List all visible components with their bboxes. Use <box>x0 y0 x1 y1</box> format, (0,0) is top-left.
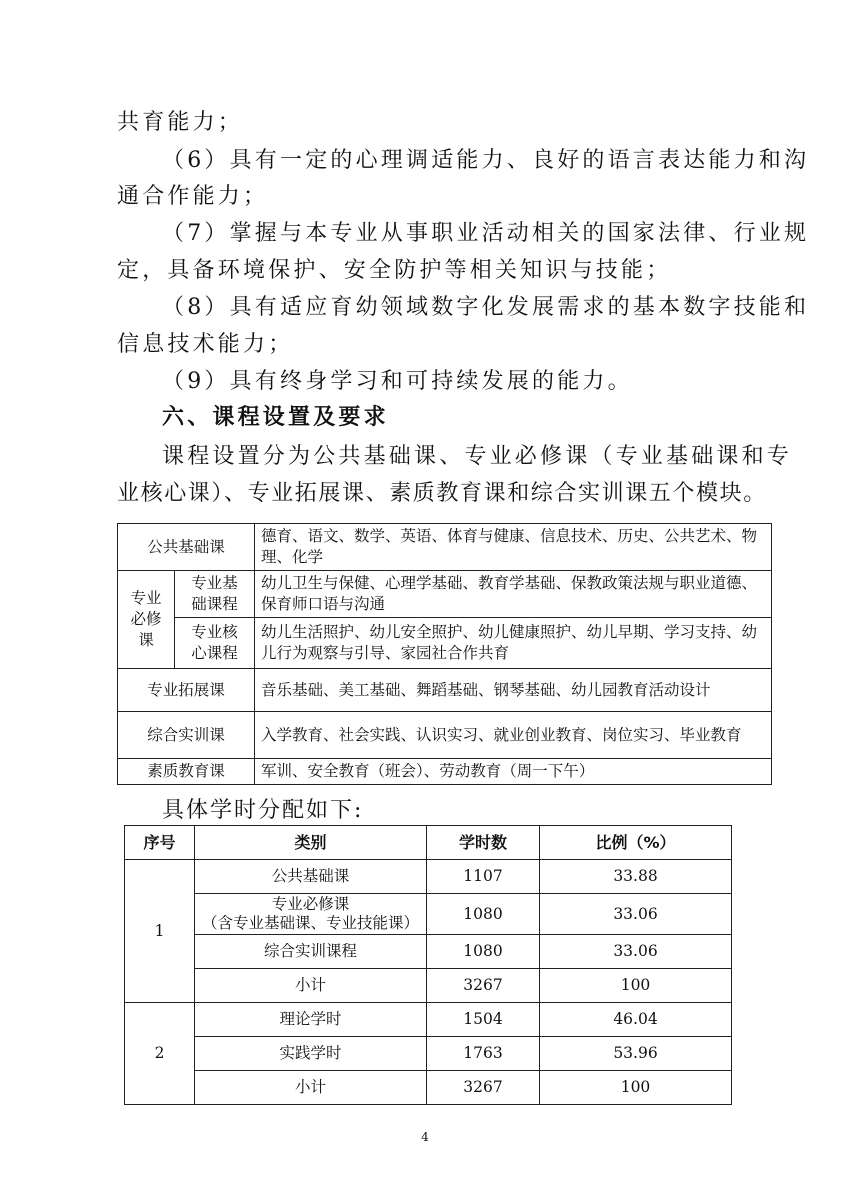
ratio-cell: 100 <box>540 969 732 1003</box>
table-row <box>125 1003 732 1037</box>
quality-course-content: 军训、安全教育（班会）、劳动教育（周一下午） <box>255 759 772 785</box>
hours-table <box>124 825 732 1105</box>
ratio-cell: 53.96 <box>540 1037 732 1071</box>
category-cell: 小计 <box>195 1071 427 1105</box>
required-course-label: 专业必修课 <box>118 571 175 669</box>
table-row <box>125 969 732 1003</box>
practice-course-label: 综合实训课 <box>118 712 255 759</box>
paragraph-line: （8）具有适应育幼领域数字化发展需求的基本数字技能和 <box>162 295 810 320</box>
practice-course-content: 入学教育、社会实践、认识实习、就业创业教育、岗位实习、毕业教育 <box>255 712 772 759</box>
public-course-content: 德育、语文、数学、英语、体育与健康、信息技术、历史、公共艺术、物理、化学 <box>255 524 772 571</box>
header-ratio: 比例（%） <box>540 826 732 860</box>
header-hours: 学时数 <box>427 826 540 860</box>
extension-course-label: 专业拓展课 <box>118 669 255 712</box>
paragraph-line: （6）具有一定的心理调适能力、良好的语言表达能力和沟 <box>162 148 810 173</box>
table-row <box>125 935 732 969</box>
extension-course-content: 音乐基础、美工基础、舞蹈基础、钢琴基础、幼儿园教育活动设计 <box>255 669 772 712</box>
category-cell: 综合实训课程 <box>195 935 427 969</box>
intro-line: 课程设置分为公共基础课、专业必修课（专业基础课和专 <box>162 444 793 469</box>
table-row <box>125 1037 732 1071</box>
paragraph-line: 定，具备环境保护、安全防护等相关知识与技能； <box>117 258 672 283</box>
paragraph-line: （9）具有终身学习和可持续发展的能力。 <box>162 369 633 394</box>
category-cell: 实践学时 <box>195 1037 427 1071</box>
paragraph-line: 共育能力； <box>117 110 244 135</box>
hours-cell: 3267 <box>427 969 540 1003</box>
ratio-cell: 33.06 <box>540 894 732 935</box>
basic-course-content: 幼儿卫生与保健、心理学基础、教育学基础、保教政策法规与职业道德、保育师口语与沟通 <box>255 571 772 618</box>
hours-caption: 具体学时分配如下: <box>162 798 364 823</box>
hours-cell: 1080 <box>427 935 540 969</box>
hours-cell: 1763 <box>427 1037 540 1071</box>
basic-course-label: 专业基础课程 <box>175 571 255 618</box>
category-subline: （含专业基础课、专业技能课） <box>201 914 419 932</box>
core-course-content: 幼儿生活照护、幼儿安全照护、幼儿健康照护、幼儿早期、学习支持、幼儿行为观察与引导、家园社合作共育 <box>255 618 772 669</box>
ratio-cell: 100 <box>540 1071 732 1105</box>
hours-cell: 1080 <box>427 894 540 935</box>
group-number: 1 <box>125 860 195 1003</box>
ratio-cell: 33.06 <box>540 935 732 969</box>
header-no: 序号 <box>125 826 195 860</box>
course-structure-table <box>117 523 772 785</box>
ratio-cell: 33.88 <box>540 860 732 894</box>
category-cell: 理论学时 <box>195 1003 427 1037</box>
hours-cell: 1504 <box>427 1003 540 1037</box>
paragraph-line: （7）掌握与本专业从事职业活动相关的国家法律、行业规 <box>162 221 810 246</box>
paragraph-line: 信息技术能力； <box>117 332 294 357</box>
hours-cell: 1107 <box>427 860 540 894</box>
category-cell: 公共基础课 <box>195 860 427 894</box>
table-row <box>125 860 732 894</box>
intro-line: 业核心课）、专业拓展课、素质教育课和综合实训课五个模块。 <box>117 481 767 506</box>
quality-course-label: 素质教育课 <box>118 759 255 785</box>
category-cell: 小计 <box>195 969 427 1003</box>
section-heading: 六、课程设置及要求 <box>162 405 389 430</box>
category-cell <box>195 894 427 935</box>
paragraph-line: 通合作能力； <box>117 184 269 209</box>
header-category: 类别 <box>195 826 427 860</box>
page-number: 4 <box>421 1130 429 1144</box>
public-course-label: 公共基础课 <box>118 524 255 571</box>
core-course-label: 专业核心课程 <box>175 618 255 669</box>
ratio-cell: 46.04 <box>540 1003 732 1037</box>
hours-cell: 3267 <box>427 1071 540 1105</box>
group-number: 2 <box>125 1003 195 1105</box>
table-row <box>125 894 732 935</box>
table-row <box>125 1071 732 1105</box>
category-line: 专业必修课 <box>271 895 350 913</box>
